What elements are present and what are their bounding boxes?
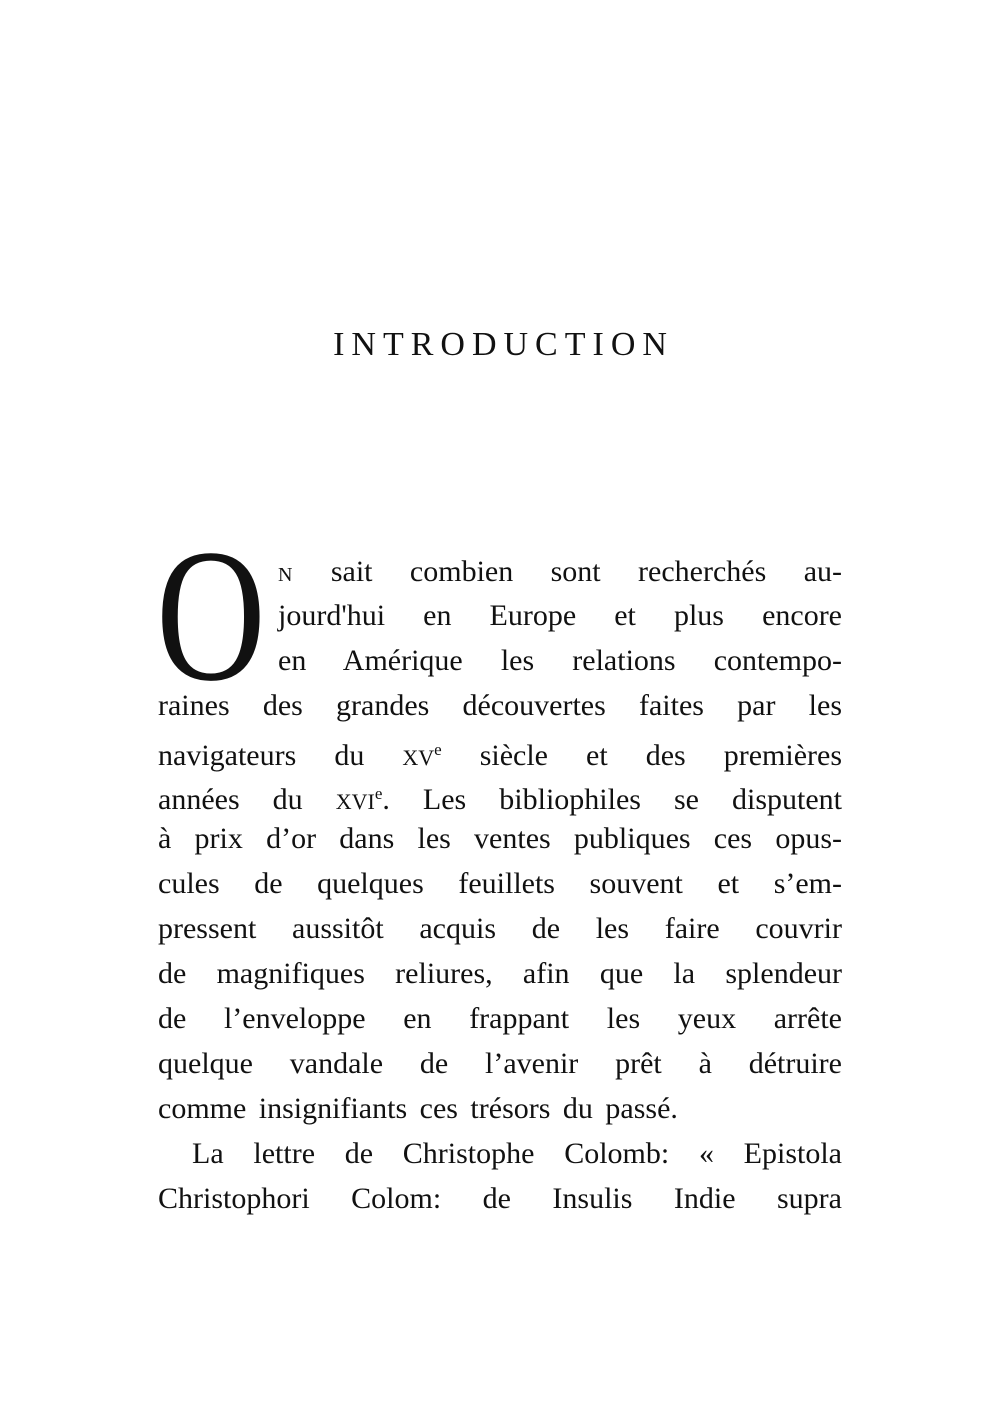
roman-numeral: XVI: [335, 789, 375, 814]
text-line: de magnifiques reliures, afin que la splendeur: [158, 957, 842, 990]
line-text: . Les bibliophiles se disputent: [382, 783, 843, 816]
text-line: de l’enveloppe en frappant les yeux arrête: [158, 1002, 842, 1035]
text-line: Christophori Colom: de Insulis Indie supra: [158, 1182, 842, 1215]
drop-cap: O: [156, 511, 266, 721]
line-text: sait combien sont recherchés au-: [293, 555, 842, 588]
chapter-heading: INTRODUCTION: [333, 326, 674, 363]
text-line: cules de quelques feuillets souvent et s’em-: [158, 867, 842, 900]
text-line: [158, 776, 843, 816]
text-line: La lettre de Christophe Colomb: « Epistola: [192, 1137, 842, 1170]
text-line: comme insignifiants ces trésors du passé.: [158, 1092, 678, 1125]
text-line: pressent aussitôt acquis de les faire couvrir: [158, 912, 842, 945]
text-line: [158, 732, 842, 772]
text-line: à prix d’or dans les ventes publiques ces opus-: [158, 822, 842, 855]
small-caps-letter: N: [278, 564, 294, 586]
text-line: en Amérique les relations contempo-: [278, 644, 842, 677]
line-text: siècle et des premières: [441, 739, 842, 772]
text-line: raines des grandes découvertes faites par les: [158, 689, 842, 722]
roman-numeral: XV: [402, 745, 435, 770]
superscript: e: [374, 784, 383, 803]
text-line: [278, 554, 842, 590]
line-text: navigateurs du: [158, 739, 403, 772]
text-line: quelque vandale de l’avenir prêt à détruire: [158, 1047, 842, 1080]
line-text: années du: [158, 783, 336, 816]
text-line: jourd'hui en Europe et plus encore: [278, 599, 842, 632]
superscript: e: [434, 740, 442, 759]
